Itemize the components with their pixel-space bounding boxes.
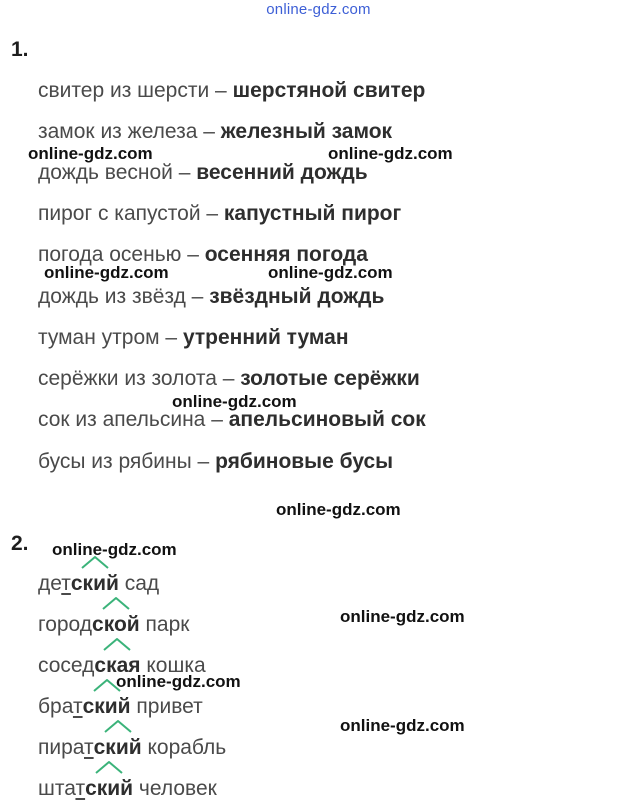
watermark: online-gdz.com (340, 607, 465, 626)
word-stem: сосе (38, 654, 83, 677)
task-1-number: 1. (11, 38, 29, 61)
phrase-text: дождь весной – (38, 161, 197, 184)
suffix-group (92, 612, 140, 638)
task-2-line (38, 735, 226, 761)
answer-text: звёздный дождь (209, 285, 385, 308)
answer-text: железный замок (220, 120, 393, 143)
task-2-number: 2. (11, 532, 29, 555)
task-2-line (38, 776, 217, 802)
watermark: online-gdz.com (340, 716, 465, 735)
noun-text: кошка (140, 654, 206, 677)
suffix-group (71, 571, 119, 597)
suffix-text: ский (70, 572, 119, 595)
underlined-letter: т (72, 695, 83, 718)
phrase-text: дождь из звёзд – (38, 285, 210, 308)
watermark: online-gdz.com (44, 263, 169, 282)
word-stem: горо (38, 613, 80, 636)
watermark: online-gdz.com (172, 392, 297, 411)
watermark: online-gdz.com (276, 500, 401, 519)
suffix-group (94, 735, 142, 761)
answer-text: золотые серёжки (240, 367, 420, 390)
word-stem: шта (38, 777, 76, 800)
underlined-letter: т (61, 572, 71, 595)
word-stem: пира (38, 736, 84, 759)
phrase-text: серёжки из золота – (38, 367, 241, 390)
task-1-line (38, 78, 425, 104)
phrase-text: замок из железа – (38, 120, 221, 143)
suffix-mark-icon (103, 719, 133, 733)
answer-text: весенний дождь (196, 161, 368, 184)
site-header-link[interactable]: online-gdz.com (266, 1, 371, 18)
watermark: online-gdz.com (52, 540, 177, 559)
watermark: online-gdz.com (328, 144, 453, 163)
watermark: online-gdz.com (28, 144, 153, 163)
task-1-line (38, 366, 420, 392)
answer-text: утренний туман (182, 326, 349, 349)
underlined-letter: д (82, 654, 95, 677)
phrase-text: туман утром – (38, 326, 183, 349)
noun-text: парк (139, 613, 190, 636)
answer-text: осенняя погода (204, 243, 368, 266)
suffix-text: ской (92, 613, 140, 636)
phrase-text: пирог с капустой – (38, 202, 224, 225)
task-2-line (38, 612, 189, 638)
suffix-group (85, 776, 133, 802)
task-1-line (38, 325, 349, 351)
task-1-line (38, 449, 393, 475)
underlined-letter: д (79, 613, 93, 636)
noun-text: человек (133, 777, 217, 800)
suffix-text: ский (93, 736, 142, 759)
suffix-text: ская (94, 654, 141, 677)
phrase-text: погода осенью – (38, 243, 205, 266)
task-2-line (38, 694, 203, 720)
answer-text: апельсиновый сок (228, 408, 426, 431)
word-stem: де (38, 572, 62, 595)
underlined-letter: т (75, 777, 86, 800)
phrase-text: свитер из шерсти – (38, 79, 233, 102)
suffix-text: ский (85, 777, 134, 800)
answer-text: шерстяной свитер (232, 79, 426, 102)
word-stem: бра (38, 695, 73, 718)
suffix-group (83, 694, 131, 720)
answer-text: капустный пирог (223, 202, 402, 225)
watermark: online-gdz.com (116, 672, 241, 691)
underlined-letter: т (84, 736, 94, 759)
answer-text: рябиновые бусы (215, 450, 394, 473)
phrase-text: бусы из рябины – (38, 450, 216, 473)
suffix-text: ский (82, 695, 131, 718)
watermark: online-gdz.com (268, 263, 393, 282)
suffix-mark-icon (102, 637, 132, 651)
noun-text: сад (118, 572, 160, 595)
phrase-text: сок из апельсина – (38, 408, 229, 431)
task-2-line (38, 571, 159, 597)
noun-text: привет (130, 695, 203, 718)
task-1-line (38, 201, 401, 227)
suffix-mark-icon (94, 760, 124, 774)
task-1-line (38, 119, 392, 145)
task-1-line (38, 284, 384, 310)
suffix-mark-icon (101, 596, 131, 610)
noun-text: корабль (141, 736, 227, 759)
